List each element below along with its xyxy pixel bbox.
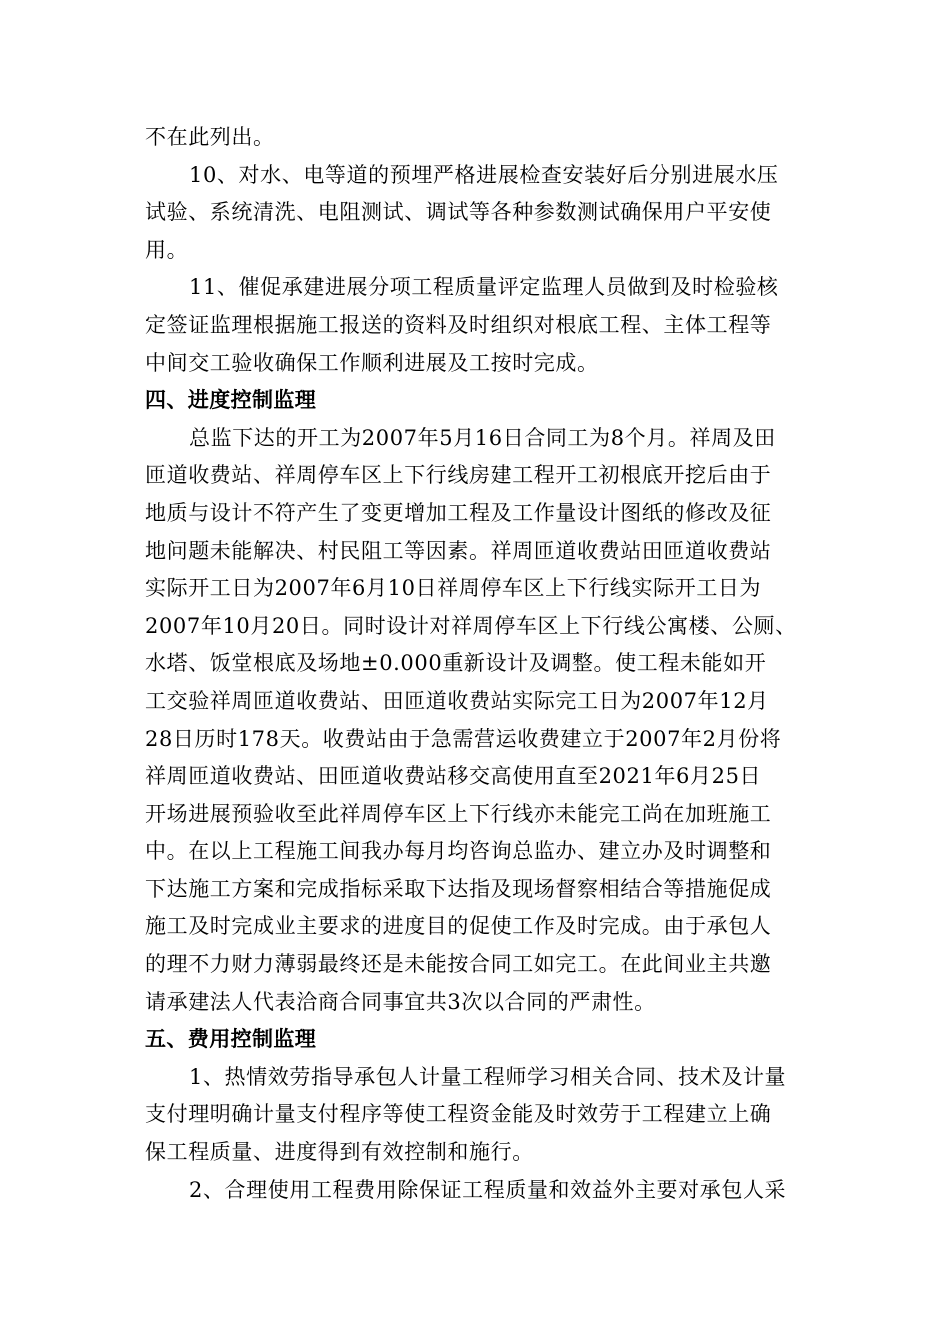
text-line: 开场进展预验收至此祥周停车区上下行线亦未能完工尚在加班施工 bbox=[145, 801, 772, 826]
text-line: 2007年10月20日。同时设计对祥周停车区上下行线公寓楼、公厕、 bbox=[145, 613, 797, 638]
text-line: 地问题未能解决、村民阻工等因素。祥周匝道收费站田匝道收费站 bbox=[145, 538, 772, 563]
text-line: 支付理明确计量支付程序等使工程资金能及时效劳于工程建立上确 bbox=[145, 1102, 772, 1127]
section-heading: 四、进度控制监理 bbox=[145, 388, 317, 413]
text-line: 祥周匝道收费站、田匝道收费站移交高使用直至2021年6月25日 bbox=[145, 764, 762, 789]
text-line: 实际开工日为2007年6月10日祥周停车区上下行线实际开工日为 bbox=[145, 576, 762, 601]
text-line: 中间交工验收确保工作顺利进展及工按时完成。 bbox=[145, 350, 599, 375]
text-line: 中。在以上工程施工间我办每月均咨询总监办、建立办及时调整和 bbox=[145, 839, 772, 864]
text-line: 不在此列出。 bbox=[145, 125, 275, 149]
text-line: 总监下达的开工为2007年5月16日合同工为8个月。祥周及田 bbox=[189, 425, 776, 450]
text-line: 匝道收费站、祥周停车区上下行线房建工程开工初根底开挖后由于 bbox=[145, 463, 772, 488]
text-line: 28日历时178天。收费站由于急需营运收费建立于2007年2月份将 bbox=[145, 726, 782, 751]
text-line: 试验、系统清洗、电阻测试、调试等各种参数测试确保用户平安使 bbox=[145, 200, 772, 225]
text-line: 下达施工方案和完成指标采取下达指及现场督察相结合等措施促成 bbox=[145, 876, 772, 901]
text-line: 10、对水、电等道的预埋严格进展检查安装好后分别进展水压 bbox=[189, 162, 779, 187]
text-line: 1、热情效劳指导承包人计量工程师学习相关合同、技术及计量 bbox=[189, 1064, 787, 1089]
text-body bbox=[145, 119, 825, 1209]
section-heading: 五、费用控制监理 bbox=[145, 1027, 317, 1052]
text-line: 保工程质量、进度得到有效控制和施行。 bbox=[145, 1140, 534, 1165]
text-line: 工交验祥周匝道收费站、田匝道收费站实际完工日为2007年12月 bbox=[145, 688, 769, 713]
text-line: 施工及时完成业主要求的进度目的促使工作及时完成。由于承包人 bbox=[145, 914, 772, 939]
text-line: 请承建法人代表洽商合同事宜共3次以合同的严肃性。 bbox=[145, 989, 656, 1014]
text-line: 水塔、饭堂根底及场地±0.000重新设计及调整。使工程未能如开 bbox=[145, 651, 767, 676]
text-line: 定签证监理根据施工报送的资料及时组织对根底工程、主体工程等 bbox=[145, 312, 772, 337]
text-line: 2、合理使用工程费用除保证工程质量和效益外主要对承包人采 bbox=[189, 1177, 787, 1202]
text-line: 的理不力财力薄弱最终还是未能按合同工如完工。在此间业主共邀 bbox=[145, 952, 772, 977]
text-line: 11、催促承建进展分项工程质量评定监理人员做到及时检验核 bbox=[189, 275, 779, 300]
text-line: 地质与设计不符产生了变更增加工程及工作量设计图纸的修改及征 bbox=[145, 500, 772, 525]
text-line: 用。 bbox=[145, 237, 189, 262]
